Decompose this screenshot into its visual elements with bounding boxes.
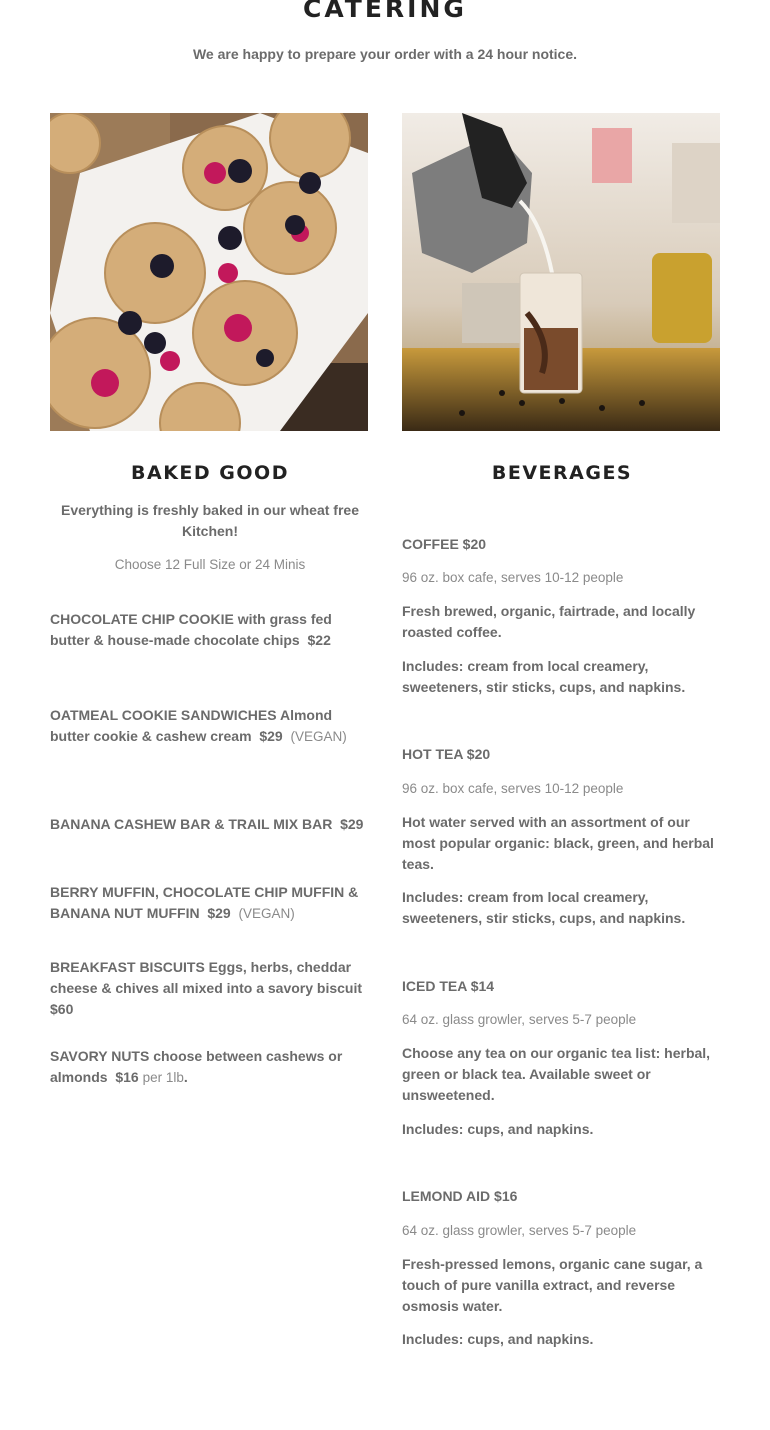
beverages-section (402, 458, 722, 1347)
baked-choose-note: Choose 12 Full Size or 24 Minis (114, 557, 306, 572)
item-name: BANANA CASHEW BAR & TRAIL MIX BAR (50, 816, 333, 832)
item-price: $60 (50, 1001, 74, 1017)
page-subtitle: We are happy to prepare your order with a 24 hour notice. (192, 46, 578, 62)
menu-item (50, 609, 370, 651)
beverage-size: 64 oz. glass growler, serves 5-7 people (402, 1223, 637, 1238)
beverage-title: LEMOND AID $16 (402, 1188, 518, 1204)
beverage-desc: Fresh brewed, organic, fairtrade, and locally roasted coffee. (402, 603, 696, 640)
item-price: $16 (115, 1069, 139, 1085)
menu-item (50, 814, 370, 835)
beverage-title: COFFEE $20 (402, 536, 487, 552)
menu-item (50, 882, 370, 924)
item-period: . (183, 1069, 188, 1085)
beverage-size: 96 oz. box cafe, serves 10-12 people (402, 570, 624, 585)
beverage-includes: Includes: cream from local creamery, sweeteners, stir sticks, cups, and napkins. (402, 889, 686, 926)
item-name: SAVORY NUTS choose between cashews or almonds (50, 1048, 343, 1085)
menu-item (50, 705, 370, 747)
menu-item (50, 957, 370, 1020)
beverage-desc: Hot water served with an assortment of our most popular organic: black, green, and herbal teas. (402, 814, 714, 872)
baked-intro: Everything is freshly baked in our wheat free Kitchen! (61, 502, 359, 539)
beverage-size: 64 oz. glass growler, serves 5-7 people (402, 1012, 637, 1027)
coffee-pour-photo (402, 113, 720, 431)
beverage-desc: Fresh-pressed lemons, organic cane sugar, a touch of pure vanilla extract, and reverse osmosis water. (402, 1256, 703, 1314)
item-name: CHOCOLATE CHIP COOKIE with grass fed butter & house-made chocolate chips (50, 611, 332, 648)
menu-item (50, 1046, 370, 1088)
beverage-title: HOT TEA $20 (402, 746, 491, 762)
beverage-includes: Includes: cream from local creamery, sweeteners, stir sticks, cups, and napkins. (402, 658, 686, 695)
item-name: BERRY MUFFIN, CHOCOLATE CHIP MUFFIN & BANANA NUT MUFFIN (50, 884, 359, 921)
beverage-size: 96 oz. box cafe, serves 10-12 people (402, 781, 624, 796)
baked-good-section (50, 458, 370, 1085)
beverage-includes: Includes: cups, and napkins. (402, 1331, 594, 1347)
item-name: OATMEAL COOKIE SANDWICHES Almond butter cookie & cashew cream (50, 707, 333, 744)
item-price: $29 (259, 728, 283, 744)
item-note: (VEGAN) (290, 729, 347, 744)
beverages-heading: BEVERAGES (491, 462, 633, 484)
page-title: CATERING (303, 0, 467, 23)
beverage-includes: Includes: cups, and napkins. (402, 1121, 594, 1137)
item-price: $29 (340, 816, 364, 832)
item-note: (VEGAN) (238, 906, 295, 921)
beverage-desc: Choose any tea on our organic tea list: herbal, green or black tea. Available sweet or unsweetened. (402, 1045, 711, 1103)
item-name: BREAKFAST BISCUITS Eggs, herbs, cheddar cheese & chives all mixed into a savory biscuit (50, 959, 363, 996)
item-note: per 1lb (142, 1070, 184, 1085)
muffins-photo (50, 113, 368, 431)
item-price: $22 (307, 632, 331, 648)
item-price: $29 (207, 905, 231, 921)
beverage-title: ICED TEA $14 (402, 978, 495, 994)
baked-good-heading: BAKED GOOD (131, 462, 289, 484)
